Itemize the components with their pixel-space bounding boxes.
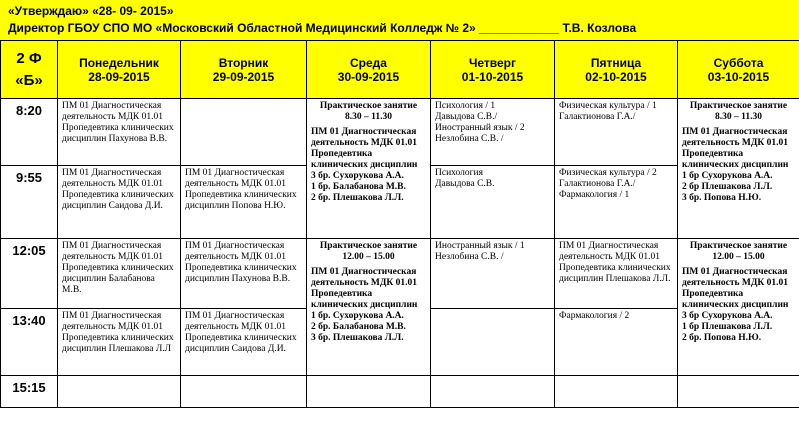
day-date: 01-10-2015: [461, 69, 524, 84]
lesson-cell: ПМ 01 Диагностическая деятельность МДК 01.01 Пропедевтика клинических дисциплин Плешакова Л.Л.: [555, 239, 678, 309]
practice-block-wed-morning: [307, 99, 431, 239]
table-row: [1, 239, 799, 309]
day-header-thursday: [431, 41, 555, 99]
lesson-line: Физическая культура / 1: [559, 101, 657, 111]
brigade-line: 3 бр. Сухорукова А.А.: [311, 171, 404, 181]
day-name: Среда: [350, 55, 387, 70]
time-slot: 12:05: [1, 239, 58, 309]
table-row: [1, 99, 799, 166]
time-slot: 9:55: [1, 166, 58, 239]
lesson-line: Психология: [435, 168, 484, 178]
brigade-line: 3 бр. Плешакова Л.Л.: [311, 333, 404, 343]
practice-block-wed-afternoon: [307, 239, 431, 376]
lesson-line: Галактионова Г.А./: [559, 112, 636, 122]
lesson-cell: ПМ 01 Диагностическая деятельность МДК 01.01 Пропедевтика клинических дисциплин Плешакова Л.Л: [58, 309, 181, 376]
day-header-monday: [58, 41, 181, 99]
brigade-line: 3 бр. Попова Н.Ю.: [682, 193, 762, 203]
practice-block-sat-afternoon: [678, 239, 799, 376]
group-letter: «Б»: [15, 71, 43, 89]
brigade-line: 2 бр. Попова Н.Ю.: [682, 333, 762, 343]
lesson-cell: [431, 309, 555, 376]
lesson-cell: [181, 376, 307, 408]
day-date: 28-09-2015: [88, 69, 150, 84]
lesson-cell: ПМ 01 Диагностическая деятельность МДК 01.01 Пропедевтика клинических дисциплин Саидова Д.И.: [58, 166, 181, 239]
lesson-cell: [555, 99, 678, 166]
day-date: 30-09-2015: [337, 69, 400, 84]
day-name: Суббота: [713, 55, 764, 70]
practice-subject: ПМ 01 Диагностическая деятельность МДК 01.01 Пропедевтика клинических дисциплин: [682, 127, 789, 170]
day-name: Пятница: [590, 55, 642, 70]
day-header-wednesday: [307, 41, 431, 99]
lesson-line: Незлобина С.В. /: [435, 134, 504, 144]
lesson-line: Давыдова С.В./: [435, 112, 498, 122]
lesson-cell: Фармакология / 2: [555, 309, 678, 376]
brigade-line: 1 бр. Сухорукова А.А.: [311, 311, 404, 321]
practice-subject: ПМ 01 Диагностическая деятельность МДК 01.01 Пропедевтика клинических дисциплин: [311, 127, 418, 170]
lesson-cell: ПМ 01 Диагностическая деятельность МДК 01.01 Пропедевтика клинических дисциплин Балабанова М.В.: [58, 239, 181, 309]
brigade-line: 1 бр. Балабанова М.В.: [311, 182, 406, 192]
day-name: Вторник: [218, 55, 269, 70]
practice-block-sat-morning: [678, 99, 799, 239]
lesson-cell: [431, 99, 555, 166]
lesson-line: Иностранный язык / 1: [435, 241, 525, 251]
practice-time: 12.00 – 15.00: [342, 252, 395, 262]
lesson-cell: [555, 166, 678, 239]
time-slot: 15:15: [1, 376, 58, 408]
lesson-line: Фармакология / 1: [559, 190, 630, 200]
approval-line: «Утверждаю» «28- 09- 2015»: [8, 4, 174, 18]
lesson-cell: ПМ 01 Диагностическая деятельность МДК 01.01 Пропедевтика клинических дисциплин Пахунова В.В.: [181, 239, 307, 309]
practice-subject: ПМ 01 Диагностическая деятельность МДК 01.01 Пропедевтика клинических дисциплин: [682, 267, 789, 310]
lesson-line: Психология / 1: [435, 101, 496, 111]
header-row: [1, 41, 799, 99]
brigade-line: 1 бр Плешакова Л.Л.: [682, 322, 773, 332]
day-header-saturday: [678, 41, 799, 99]
table-row: [1, 376, 799, 408]
lesson-cell: [181, 99, 307, 166]
day-header-friday: [555, 41, 678, 99]
day-name: Понедельник: [79, 55, 159, 70]
practice-title: Практическое занятие: [319, 241, 418, 251]
lesson-cell: ПМ 01 Диагностическая деятельность МДК 01.01 Пропедевтика клинических дисциплин Саидова Д.И.: [181, 309, 307, 376]
brigade-line: 1 бр Сухорукова А.А.: [682, 171, 773, 181]
approval-header: [0, 0, 799, 40]
brigade-line: 2 бр. Балабанова М.В.: [311, 322, 406, 332]
lesson-cell: [678, 376, 799, 408]
brigade-line: 3 бр Сухорукова А.А.: [682, 311, 773, 321]
day-header-tuesday: [181, 41, 307, 99]
practice-subject: ПМ 01 Диагностическая деятельность МДК 01.01 Пропедевтика клинических дисциплин: [311, 267, 418, 310]
time-slot: 8:20: [1, 99, 58, 166]
lesson-cell: [555, 376, 678, 408]
brigade-line: 2 бр Плешакова Л.Л.: [682, 182, 773, 192]
lesson-cell: ПМ 01 Диагностическая деятельность МДК 01.01 Пропедевтика клинических дисциплин Попова Н.Ю.: [181, 166, 307, 239]
lesson-cell: ПМ 01 Диагностическая деятельность МДК 01.01 Пропедевтика клинических дисциплин Пахунова В.В.: [58, 99, 181, 166]
lesson-cell: [431, 166, 555, 239]
lesson-line: Незлобина С.В. /: [435, 252, 504, 262]
practice-time: 8.30 – 11.30: [715, 112, 762, 122]
schedule-table: [0, 40, 799, 408]
practice-title: Практическое занятие: [319, 101, 418, 111]
practice-time: 8.30 – 11.30: [345, 112, 392, 122]
day-name: Четверг: [468, 55, 517, 70]
brigade-line: 2 бр. Плешакова Л.Л.: [311, 193, 404, 203]
practice-title: Практическое занятие: [689, 241, 788, 251]
day-date: 02-10-2015: [585, 69, 647, 84]
group-cell: [1, 41, 58, 99]
practice-time: 12.00 – 15.00: [712, 252, 765, 262]
lesson-line: Физическая культура / 2: [559, 168, 657, 178]
lesson-cell: [431, 239, 555, 309]
lesson-cell: [431, 376, 555, 408]
lesson-cell: [58, 376, 181, 408]
day-date: 03-10-2015: [707, 69, 770, 84]
group-code: 2 Ф: [16, 49, 42, 67]
lesson-line: Давыдова С.В.: [435, 179, 495, 189]
practice-title: Практическое занятие: [689, 101, 788, 111]
lesson-cell: [307, 376, 431, 408]
director-line: Директор ГБОУ СПО МО «Московский Областной Медицинский Колледж № 2» ____________ Т.В. Козлова: [8, 21, 637, 35]
day-date: 29-09-2015: [212, 69, 275, 84]
lesson-line: Галактионова Г.А./: [559, 179, 636, 189]
time-slot: 13:40: [1, 309, 58, 376]
lesson-line: Иностранный язык / 2: [435, 123, 525, 133]
